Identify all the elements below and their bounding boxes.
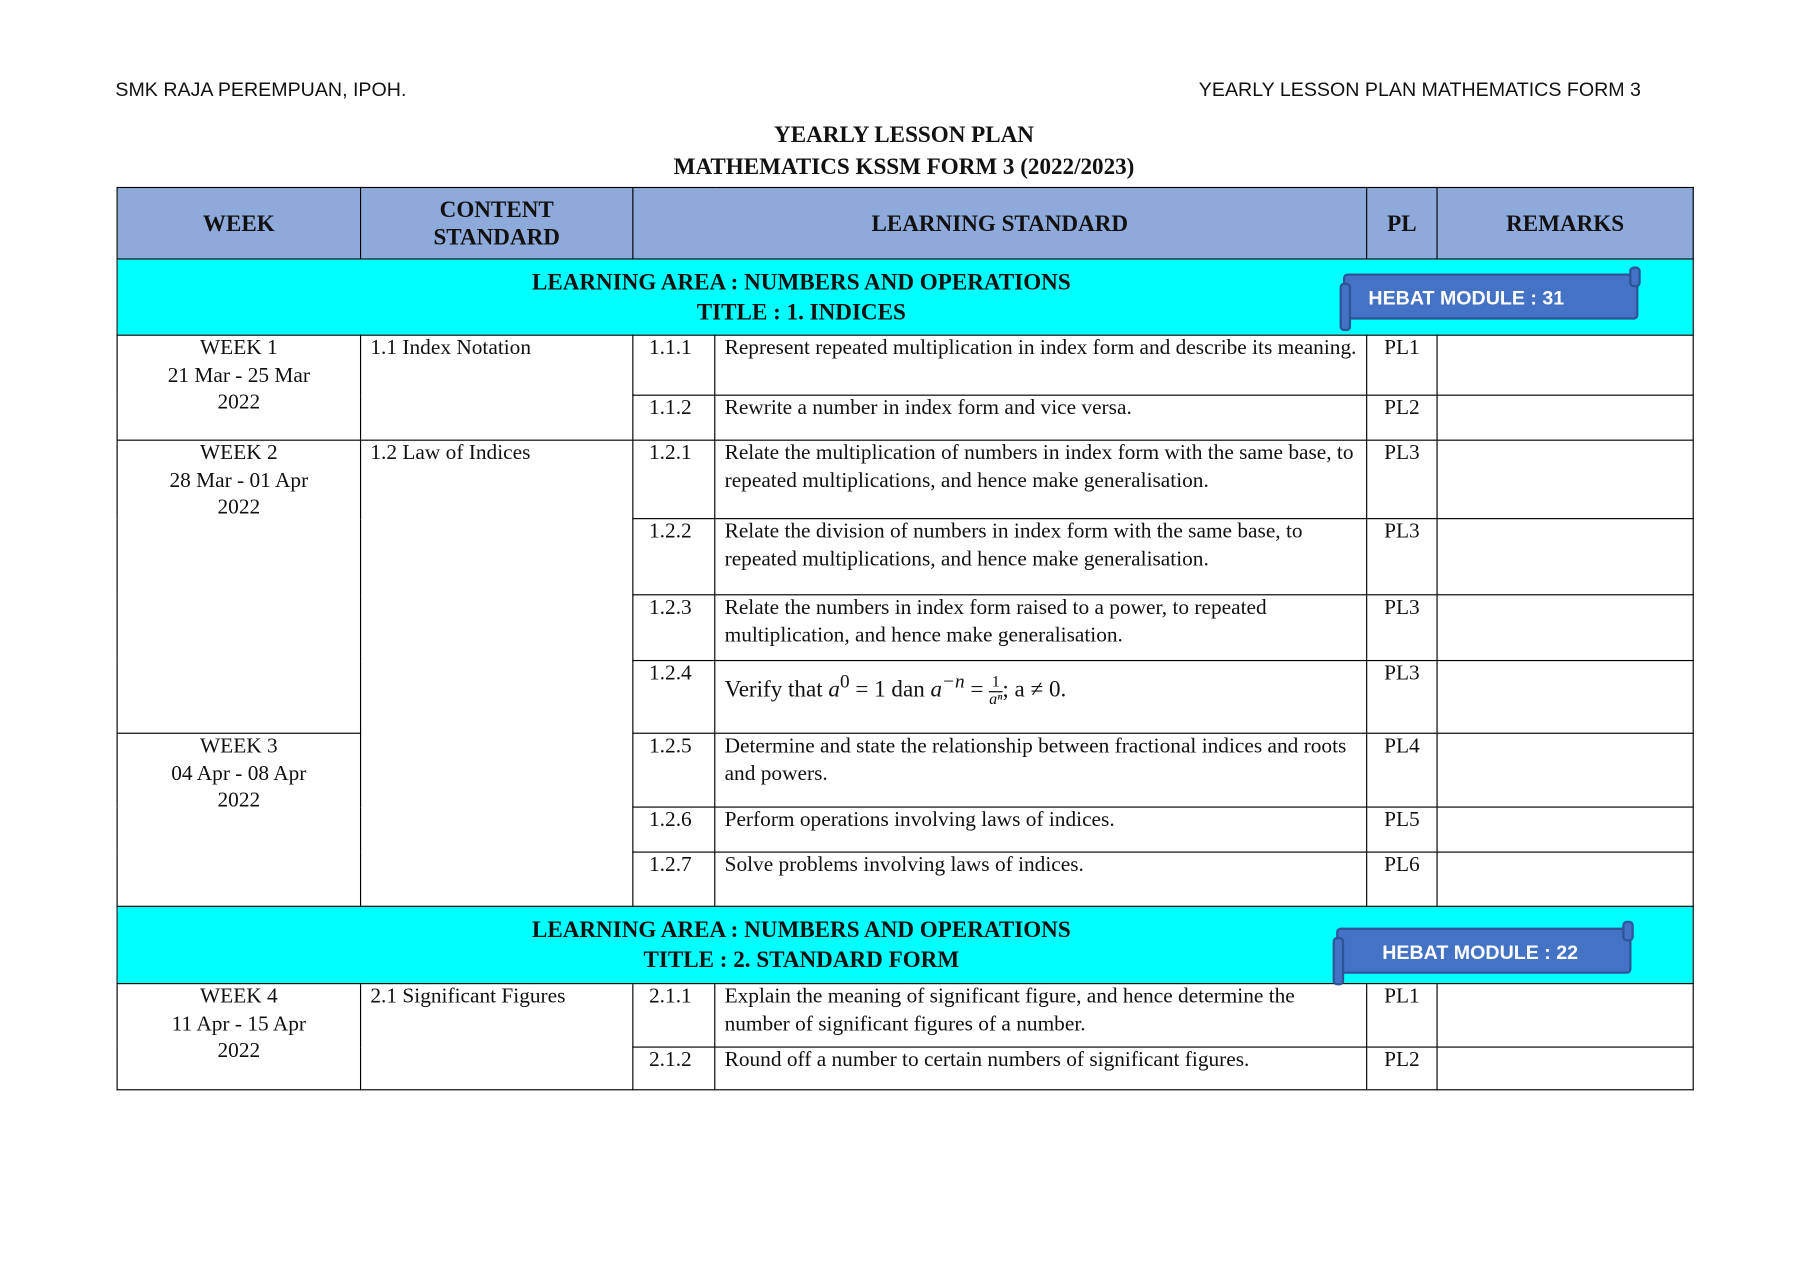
section-cell (117, 259, 1693, 335)
remarks-cell (1437, 1047, 1693, 1090)
hebat-module-banner: HEBAT MODULE : 31 (1343, 273, 1638, 319)
pl-value: PL2 (1367, 1047, 1437, 1090)
remarks-cell (1437, 595, 1693, 661)
remarks-cell (1437, 807, 1693, 852)
pl-value: PL6 (1367, 852, 1437, 906)
pl-value: PL2 (1367, 395, 1437, 440)
col-learning-standard: LEARNING STANDARD (633, 187, 1367, 259)
table-header-row (117, 187, 1693, 259)
standard-code: 1.2.4 (633, 661, 715, 734)
remarks-cell (1437, 733, 1693, 807)
remarks-cell (1437, 852, 1693, 906)
standard-code: 1.2.7 (633, 852, 715, 906)
col-pl: PL (1367, 187, 1437, 259)
pl-value: PL1 (1367, 335, 1437, 395)
section-cell (117, 906, 1693, 983)
standard-text: Perform operations involving laws of indices. (715, 807, 1367, 852)
standard-code: 1.2.2 (633, 519, 715, 595)
table-row (117, 440, 1693, 518)
content-standard: 1.1 Index Notation (361, 335, 633, 440)
page-subtitle: MATHEMATICS KSSM FORM 3 (2022/2023) (673, 154, 1135, 180)
week-cell: WEEK 1 21 Mar - 25 Mar 2022 (117, 335, 360, 440)
pl-value: PL1 (1367, 984, 1437, 1047)
standard-code: 1.1.2 (633, 395, 715, 440)
standard-code: 2.1.2 (633, 1047, 715, 1090)
section-header (117, 259, 1693, 335)
standard-code: 1.1.1 (633, 335, 715, 395)
remarks-cell (1437, 395, 1693, 440)
school-name: SMK RAJA PEREMPUAN, IPOH. (115, 78, 407, 101)
remarks-cell (1437, 984, 1693, 1047)
section-title: TITLE : 2. STANDARD FORM (643, 947, 960, 973)
col-content-standard: CONTENT STANDARD (361, 187, 633, 259)
pl-value: PL3 (1367, 595, 1437, 661)
content-standard: 2.1 Significant Figures (361, 984, 633, 1090)
learning-area: LEARNING AREA : NUMBERS AND OPERATIONS (531, 269, 1071, 295)
fraction: $\frac{1}{\text{aⁿ}}$ (989, 673, 1003, 708)
standard-text: Represent repeated multiplication in index form and describe its meaning. (715, 335, 1367, 395)
week-cell: WEEK 2 28 Mar - 01 Apr 2022 (117, 440, 360, 733)
standard-text: Relate the multiplication of numbers in index form with the same base, to repeated multiplications, and hence make generalisation. (715, 440, 1367, 518)
lesson-plan-table (117, 187, 1694, 1090)
table-row (117, 733, 1693, 807)
standard-code: 1.2.1 (633, 440, 715, 518)
page-title: YEARLY LESSON PLAN (774, 122, 1034, 148)
hebat-module-banner: HEBAT MODULE : 22 (1336, 928, 1631, 974)
pl-value: PL3 (1367, 661, 1437, 734)
standard-code: 1.2.6 (633, 807, 715, 852)
standard-text: Relate the division of numbers in index form with the same base, to repeated multiplications, and hence make generalisation. (715, 519, 1367, 595)
standard-text: Determine and state the relationship between fractional indices and roots and powers. (715, 733, 1367, 807)
col-week: WEEK (117, 187, 360, 259)
remarks-cell (1437, 335, 1693, 395)
pl-value: PL4 (1367, 733, 1437, 807)
standard-text: Round off a number to certain numbers of significant figures. (715, 1047, 1367, 1090)
table-row (117, 335, 1693, 395)
content-standard: 1.2 Law of Indices (361, 440, 633, 906)
standard-text: Rewrite a number in index form and vice versa. (715, 395, 1367, 440)
standard-code: 1.2.5 (633, 733, 715, 807)
standard-text: Verify that $a^0 = 1$ dan $a^{-n}$ = $\frac{1}{\text{aⁿ}}$ ; a ≠ 0. (715, 661, 1367, 734)
week-cell: WEEK 3 04 Apr - 08 Apr 2022 (117, 733, 360, 906)
document-header-right: YEARLY LESSON PLAN MATHEMATICS FORM 3 (1198, 78, 1641, 101)
standard-text: Relate the numbers in index form raised to a power, to repeated multiplication, and hence make generalisation. (715, 595, 1367, 661)
remarks-cell (1437, 519, 1693, 595)
standard-code: 2.1.1 (633, 984, 715, 1047)
table-row (117, 984, 1693, 1047)
pl-value: PL3 (1367, 440, 1437, 518)
week-cell: WEEK 4 11 Apr - 15 Apr 2022 (117, 984, 360, 1090)
section-title: TITLE : 1. INDICES (696, 299, 906, 325)
standard-text: Explain the meaning of significant figure, and hence determine the number of significant figures of a number. (715, 984, 1367, 1047)
pl-value: PL5 (1367, 807, 1437, 852)
standard-text: Solve problems involving laws of indices. (715, 852, 1367, 906)
pl-value: PL3 (1367, 519, 1437, 595)
standard-code: 1.2.3 (633, 595, 715, 661)
col-remarks: REMARKS (1437, 187, 1693, 259)
learning-area: LEARNING AREA : NUMBERS AND OPERATIONS (531, 917, 1071, 943)
remarks-cell (1437, 661, 1693, 734)
remarks-cell (1437, 440, 1693, 518)
section-header (117, 906, 1693, 983)
